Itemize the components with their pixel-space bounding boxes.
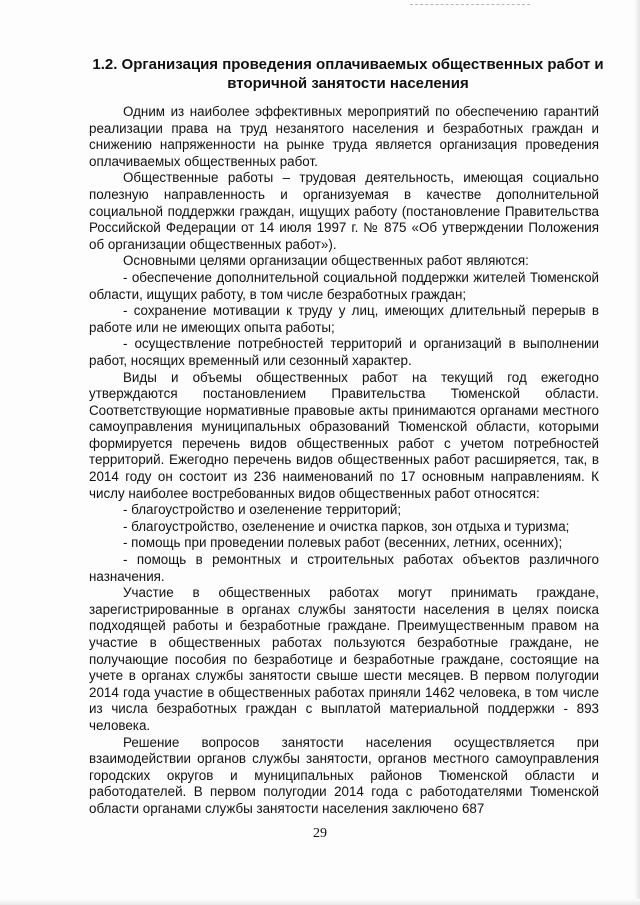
page-number: 29 xyxy=(313,826,327,841)
page-edge-shadow-bottom xyxy=(0,899,640,905)
paragraph: Участие в общественных работах могут принимать граждане, зарегистрированные в органах службы занятости населения в целях поиска подходящей работы и безработные граждане. Преимущественным правом на участие в общественных работах пользуются безработные граждане, не получающие пособия по безработице и безработные граждане, состоящие на учете в органах службы занятости свыше шести месяцев. В первом полугодии 2014 года участие в общественных работах приняли 1462 человека, в том числе из числа безработных граждан с выплатой материальной поддержки - 893 человека. xyxy=(89,585,599,733)
list-item: - сохранение мотивации к труду у лиц, имеющих длительный перерыв в работе или не имеющих опыта работы; xyxy=(89,303,599,335)
scan-artifact-line xyxy=(410,4,530,6)
list-item: - помощь при проведении полевых работ (весенних, летних, осенних); xyxy=(123,535,563,551)
paragraph: Виды и объемы общественных работ на текущий год ежегодно утверждаются постановлением Правительства Тюменской области. Соответствующие нормативные правовые акты принимаются органами местного самоуправления муниципальных образований Тюменской области, которыми формируется перечень видов общественных работ с учетом потребностей территорий. Ежегодно перечень видов общественных работ расширяется, так, в 2014 году он состоит из 236 наименований по 17 основным направлениям. К числу наиболее востребованных видов общественных работ относятся: xyxy=(89,369,599,501)
body-text xyxy=(89,104,599,818)
list-item: - обеспечение дополнительной социальной поддержки жителей Тюменской области, ищущих работу, в том числе безработных граждан; xyxy=(89,269,599,302)
paragraph: Одним из наиболее эффективных мероприятий по обеспечению гарантий реализации права на труд незанятого населения и безработных граждан и снижению напряженности на рынке труда является организация проведения оплачиваемых общественных работ. xyxy=(89,104,599,169)
page-edge-shadow xyxy=(634,0,640,905)
list-item: - благоустройство и озеленение территорий; xyxy=(123,502,402,518)
list-item: - осуществление потребностей территорий и организаций в выполнении работ, носящих временный или сезонный характер. xyxy=(89,336,599,368)
section-title xyxy=(88,55,608,93)
list-item: - помощь в ремонтных и строительных работах объектов различного назначения. xyxy=(89,552,599,584)
paragraph: Основными целями организации общественных работ являются: xyxy=(123,253,529,269)
paragraph: Общественные работы – трудовая деятельность, имеющая социально полезную направленность и организуемая в качестве дополнительной социальной поддержки граждан, ищущих работу (постановление Правительства Российской Федерации от 14 июля 1997 г. № 875 «Об утверждении Положения об организации общественных работ»). xyxy=(89,170,599,252)
section-title-line-1: 1.2. Организация проведения оплачиваемых общественных работ и xyxy=(92,56,604,73)
section-title-line-2: вторичной занятости населения xyxy=(227,75,469,92)
list-item: - благоустройство, озеленение и очистка парков, зон отдыха и туризма; xyxy=(123,518,570,534)
paragraph: Решение вопросов занятости населения осуществляется при взаимодействии органов службы занятости, органов местного самоуправления городских округов и муниципальных районов Тюменской области и работодателей. В первом полугодии 2014 года с работодателями Тюменской области органами службы занятости населения заключено 687 xyxy=(89,734,599,816)
